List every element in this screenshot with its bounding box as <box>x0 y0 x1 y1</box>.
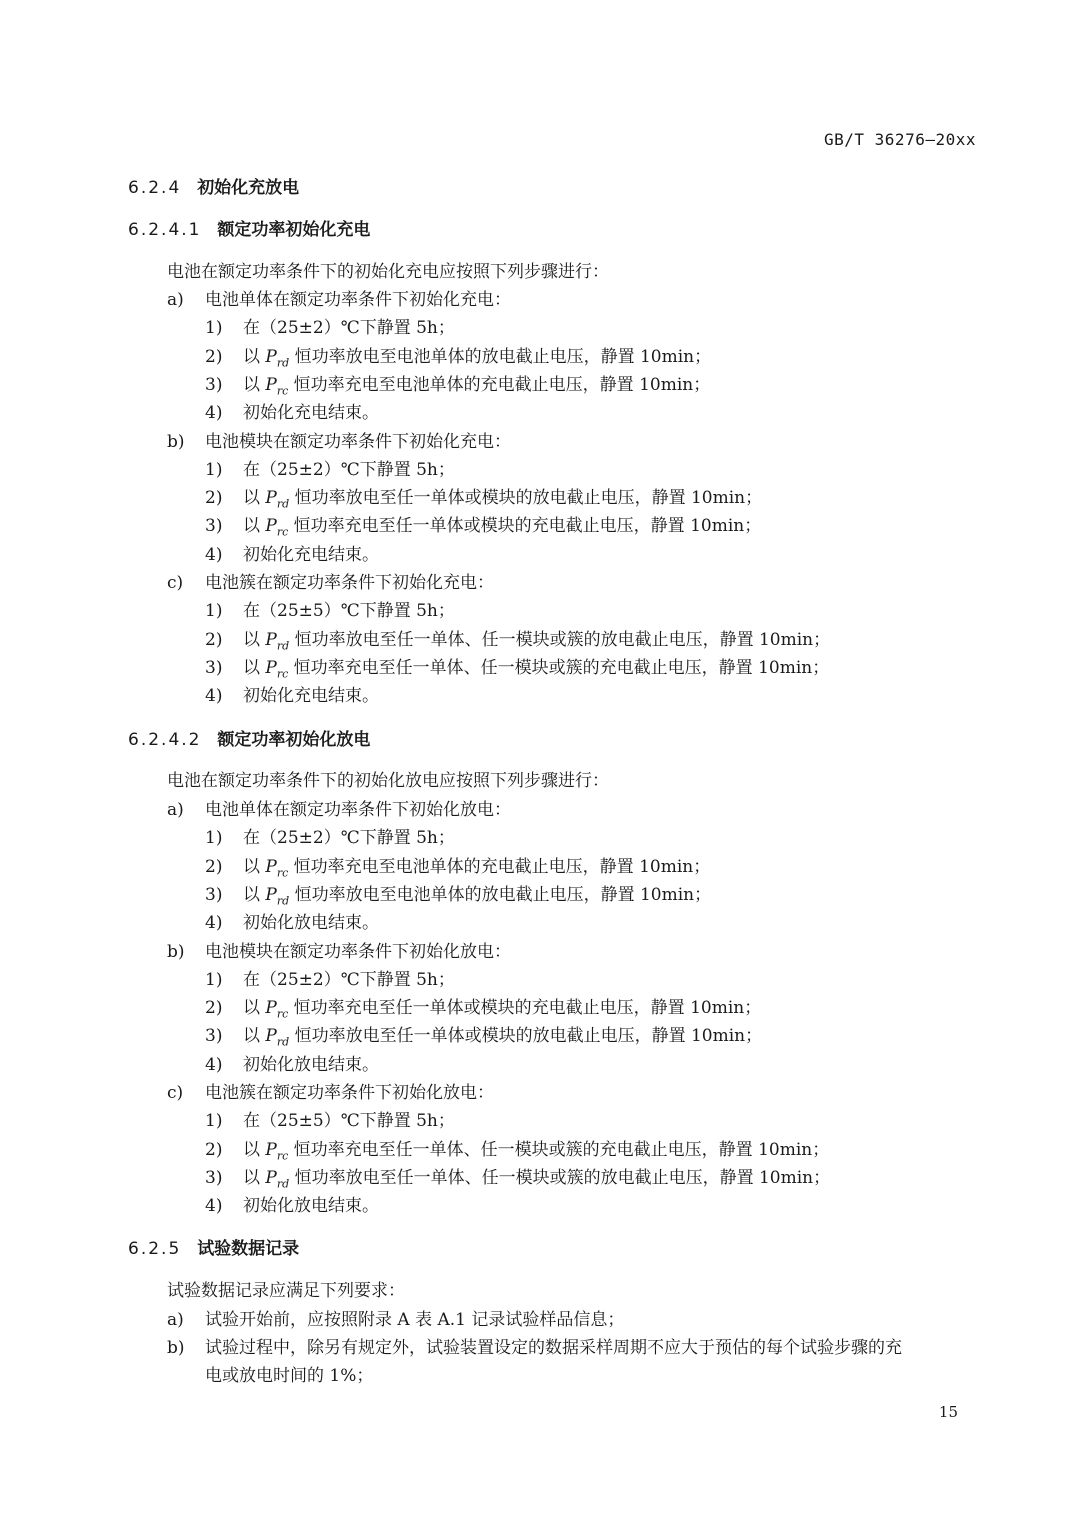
step-text: 在（25±2）℃下静置 5h； <box>243 969 455 990</box>
step-item <box>205 997 761 1025</box>
step-text: 初始化充电结束。 <box>243 403 379 424</box>
list-item-text: 电池单体在额定功率条件下初始化放电： <box>205 800 511 820</box>
step-marker: 1) <box>205 318 223 339</box>
power-symbol: $P_{rc}$ <box>265 657 289 681</box>
list-item-text: 电池簇在额定功率条件下初始化充电： <box>205 573 494 593</box>
section-number: 6.2.5 <box>128 1239 182 1259</box>
step-item <box>205 346 711 374</box>
list-item <box>167 289 511 311</box>
list-item <box>167 1309 624 1331</box>
list-marker: b) <box>167 431 185 452</box>
step-item <box>205 685 379 707</box>
step-item <box>205 600 455 622</box>
step-marker: 1) <box>205 828 223 849</box>
step-text: 以 $P_{rc}$ 恒功率充电至任一单体、任一模块或簇的充电截止电压，静置 10min； <box>243 657 830 681</box>
step-marker: 2) <box>205 1139 223 1160</box>
step-marker: 4) <box>205 403 223 424</box>
step-text: 以 $P_{rc}$ 恒功率充电至任一单体或模块的充电截止电压，静置 10min； <box>243 998 762 1021</box>
section-number: 6.2.4 <box>128 178 182 198</box>
step-item <box>205 459 455 481</box>
step-text: 以 $P_{rd}$ 恒功率放电至任一单体或模块的放电截止电压，静置 10min； <box>243 1026 763 1049</box>
step-text: 在（25±2）℃下静置 5h； <box>243 459 455 480</box>
step-marker: 2) <box>205 998 223 1019</box>
step-item <box>205 402 379 424</box>
list-marker: c) <box>167 1083 184 1103</box>
page-number: 15 <box>938 1403 958 1421</box>
section-number: 6.2.4.1 <box>128 220 202 240</box>
power-symbol: $P_{rd}$ <box>265 1167 290 1191</box>
section-title: 试验数据记录 <box>197 1239 300 1259</box>
power-symbol: $P_{rd}$ <box>265 1026 290 1049</box>
step-marker: 4) <box>205 686 223 707</box>
step-item <box>205 544 379 566</box>
list-item-text: 电池模块在额定功率条件下初始化充电： <box>205 431 511 452</box>
step-item <box>205 969 455 991</box>
power-symbol: $P_{rc}$ <box>265 856 289 879</box>
step-text: 以 $P_{rc}$ 恒功率充电至任一单体或模块的充电截止电压，静置 10min； <box>243 516 762 539</box>
step-item <box>205 374 710 402</box>
step-item <box>205 515 761 543</box>
section-title: 初始化充放电 <box>197 178 300 198</box>
step-text: 以 $P_{rd}$ 恒功率放电至任一单体、任一模块或簇的放电截止电压，静置 10min； <box>243 629 831 652</box>
section-title: 额定功率初始化放电 <box>217 730 371 750</box>
list-item-text: 试验过程中，除另有规定外，试验装置设定的数据采样周期不应大于预估的每个试验步骤的充 <box>205 1338 902 1358</box>
step-text: 以 $P_{rc}$ 恒功率充电至任一单体、任一模块或簇的充电截止电压，静置 10min； <box>243 1139 830 1162</box>
subsection-heading <box>128 729 370 751</box>
step-text: 初始化放电结束。 <box>243 913 379 934</box>
step-marker: 2) <box>205 346 223 367</box>
step-marker: 3) <box>205 374 223 395</box>
section-heading <box>128 1238 299 1260</box>
paragraph-intro: 电池在额定功率条件下的初始化充电应按照下列步骤进行： <box>167 262 609 282</box>
step-marker: 4) <box>205 913 223 934</box>
list-marker: a) <box>167 290 184 310</box>
standard-code: GB/T 36276—20xx <box>824 130 976 149</box>
list-item <box>167 1337 902 1359</box>
step-item <box>205 1195 379 1217</box>
step-marker: 2) <box>205 488 223 509</box>
list-item-text: 试验开始前，应按照附录 A 表 A.1 记录试验样品信息； <box>205 1310 625 1330</box>
step-text: 以 $P_{rd}$ 恒功率放电至任一单体或模块的放电截止电压，静置 10min； <box>243 488 763 511</box>
step-text: 以 $P_{rd}$ 恒功率放电至电池单体的放电截止电压，静置 10min； <box>243 346 712 369</box>
subsection-heading <box>128 219 370 241</box>
section-title: 额定功率初始化充电 <box>217 220 371 240</box>
power-symbol: $P_{rc}$ <box>265 1139 289 1162</box>
list-item <box>167 431 511 453</box>
step-item <box>205 1167 830 1195</box>
list-marker: b) <box>167 941 185 962</box>
power-symbol: $P_{rc}$ <box>265 998 289 1021</box>
step-text: 以 $P_{rc}$ 恒功率充电至电池单体的充电截止电压，静置 10min； <box>243 374 711 398</box>
power-symbol: $P_{rc}$ <box>265 374 289 398</box>
step-text: 在（25±5）℃下静置 5h； <box>243 601 455 622</box>
step-item <box>205 884 711 912</box>
step-item <box>205 657 829 685</box>
step-marker: 4) <box>205 1196 223 1217</box>
step-marker: 3) <box>205 1026 223 1047</box>
step-text: 初始化放电结束。 <box>243 1196 379 1217</box>
list-marker: a) <box>167 800 184 820</box>
power-symbol: $P_{rd}$ <box>265 884 290 908</box>
step-marker: 3) <box>205 657 223 678</box>
list-item-continuation: 电或放电时间的 1%； <box>205 1366 374 1386</box>
list-item <box>167 1082 494 1104</box>
step-item <box>205 1025 762 1053</box>
step-item <box>205 1110 455 1132</box>
list-item <box>167 941 511 963</box>
step-item <box>205 1139 829 1167</box>
step-item <box>205 1054 379 1076</box>
list-marker: a) <box>167 1310 184 1330</box>
step-text: 在（25±2）℃下静置 5h； <box>243 828 455 849</box>
power-symbol: $P_{rd}$ <box>265 488 290 511</box>
step-marker: 1) <box>205 1111 223 1132</box>
step-item <box>205 912 379 934</box>
step-item <box>205 629 830 657</box>
section-heading <box>128 177 299 199</box>
list-item <box>167 572 494 594</box>
power-symbol: $P_{rc}$ <box>265 516 289 539</box>
step-text: 初始化放电结束。 <box>243 1054 379 1075</box>
step-text: 以 $P_{rd}$ 恒功率放电至任一单体、任一模块或簇的放电截止电压，静置 10min； <box>243 1167 831 1191</box>
list-item-text: 电池模块在额定功率条件下初始化放电： <box>205 941 511 962</box>
step-marker: 1) <box>205 969 223 990</box>
step-marker: 3) <box>205 516 223 537</box>
list-item-text: 电池簇在额定功率条件下初始化放电： <box>205 1083 494 1103</box>
paragraph-intro: 试验数据记录应满足下列要求： <box>167 1281 405 1301</box>
paragraph-intro: 电池在额定功率条件下的初始化放电应按照下列步骤进行： <box>167 771 609 791</box>
list-marker: c) <box>167 573 184 593</box>
step-item <box>205 487 762 515</box>
section-number: 6.2.4.2 <box>128 730 202 750</box>
step-text: 初始化充电结束。 <box>243 686 379 707</box>
step-marker: 1) <box>205 459 223 480</box>
step-marker: 1) <box>205 601 223 622</box>
step-marker: 4) <box>205 544 223 565</box>
step-marker: 2) <box>205 629 223 650</box>
step-marker: 4) <box>205 1054 223 1075</box>
list-marker: b) <box>167 1338 185 1358</box>
step-text: 初始化充电结束。 <box>243 544 379 565</box>
step-item <box>205 827 455 849</box>
power-symbol: $P_{rd}$ <box>265 346 290 369</box>
step-item <box>205 856 710 884</box>
step-text: 在（25±2）℃下静置 5h； <box>243 318 455 339</box>
list-item <box>167 799 511 821</box>
step-text: 在（25±5）℃下静置 5h； <box>243 1111 455 1132</box>
list-item-text: 电池单体在额定功率条件下初始化充电： <box>205 290 511 310</box>
step-marker: 3) <box>205 884 223 905</box>
step-item <box>205 317 455 339</box>
step-text: 以 $P_{rc}$ 恒功率充电至电池单体的充电截止电压，静置 10min； <box>243 856 711 879</box>
step-marker: 2) <box>205 856 223 877</box>
step-marker: 3) <box>205 1167 223 1188</box>
power-symbol: $P_{rd}$ <box>265 629 290 652</box>
step-text: 以 $P_{rd}$ 恒功率放电至电池单体的放电截止电压，静置 10min； <box>243 884 712 908</box>
